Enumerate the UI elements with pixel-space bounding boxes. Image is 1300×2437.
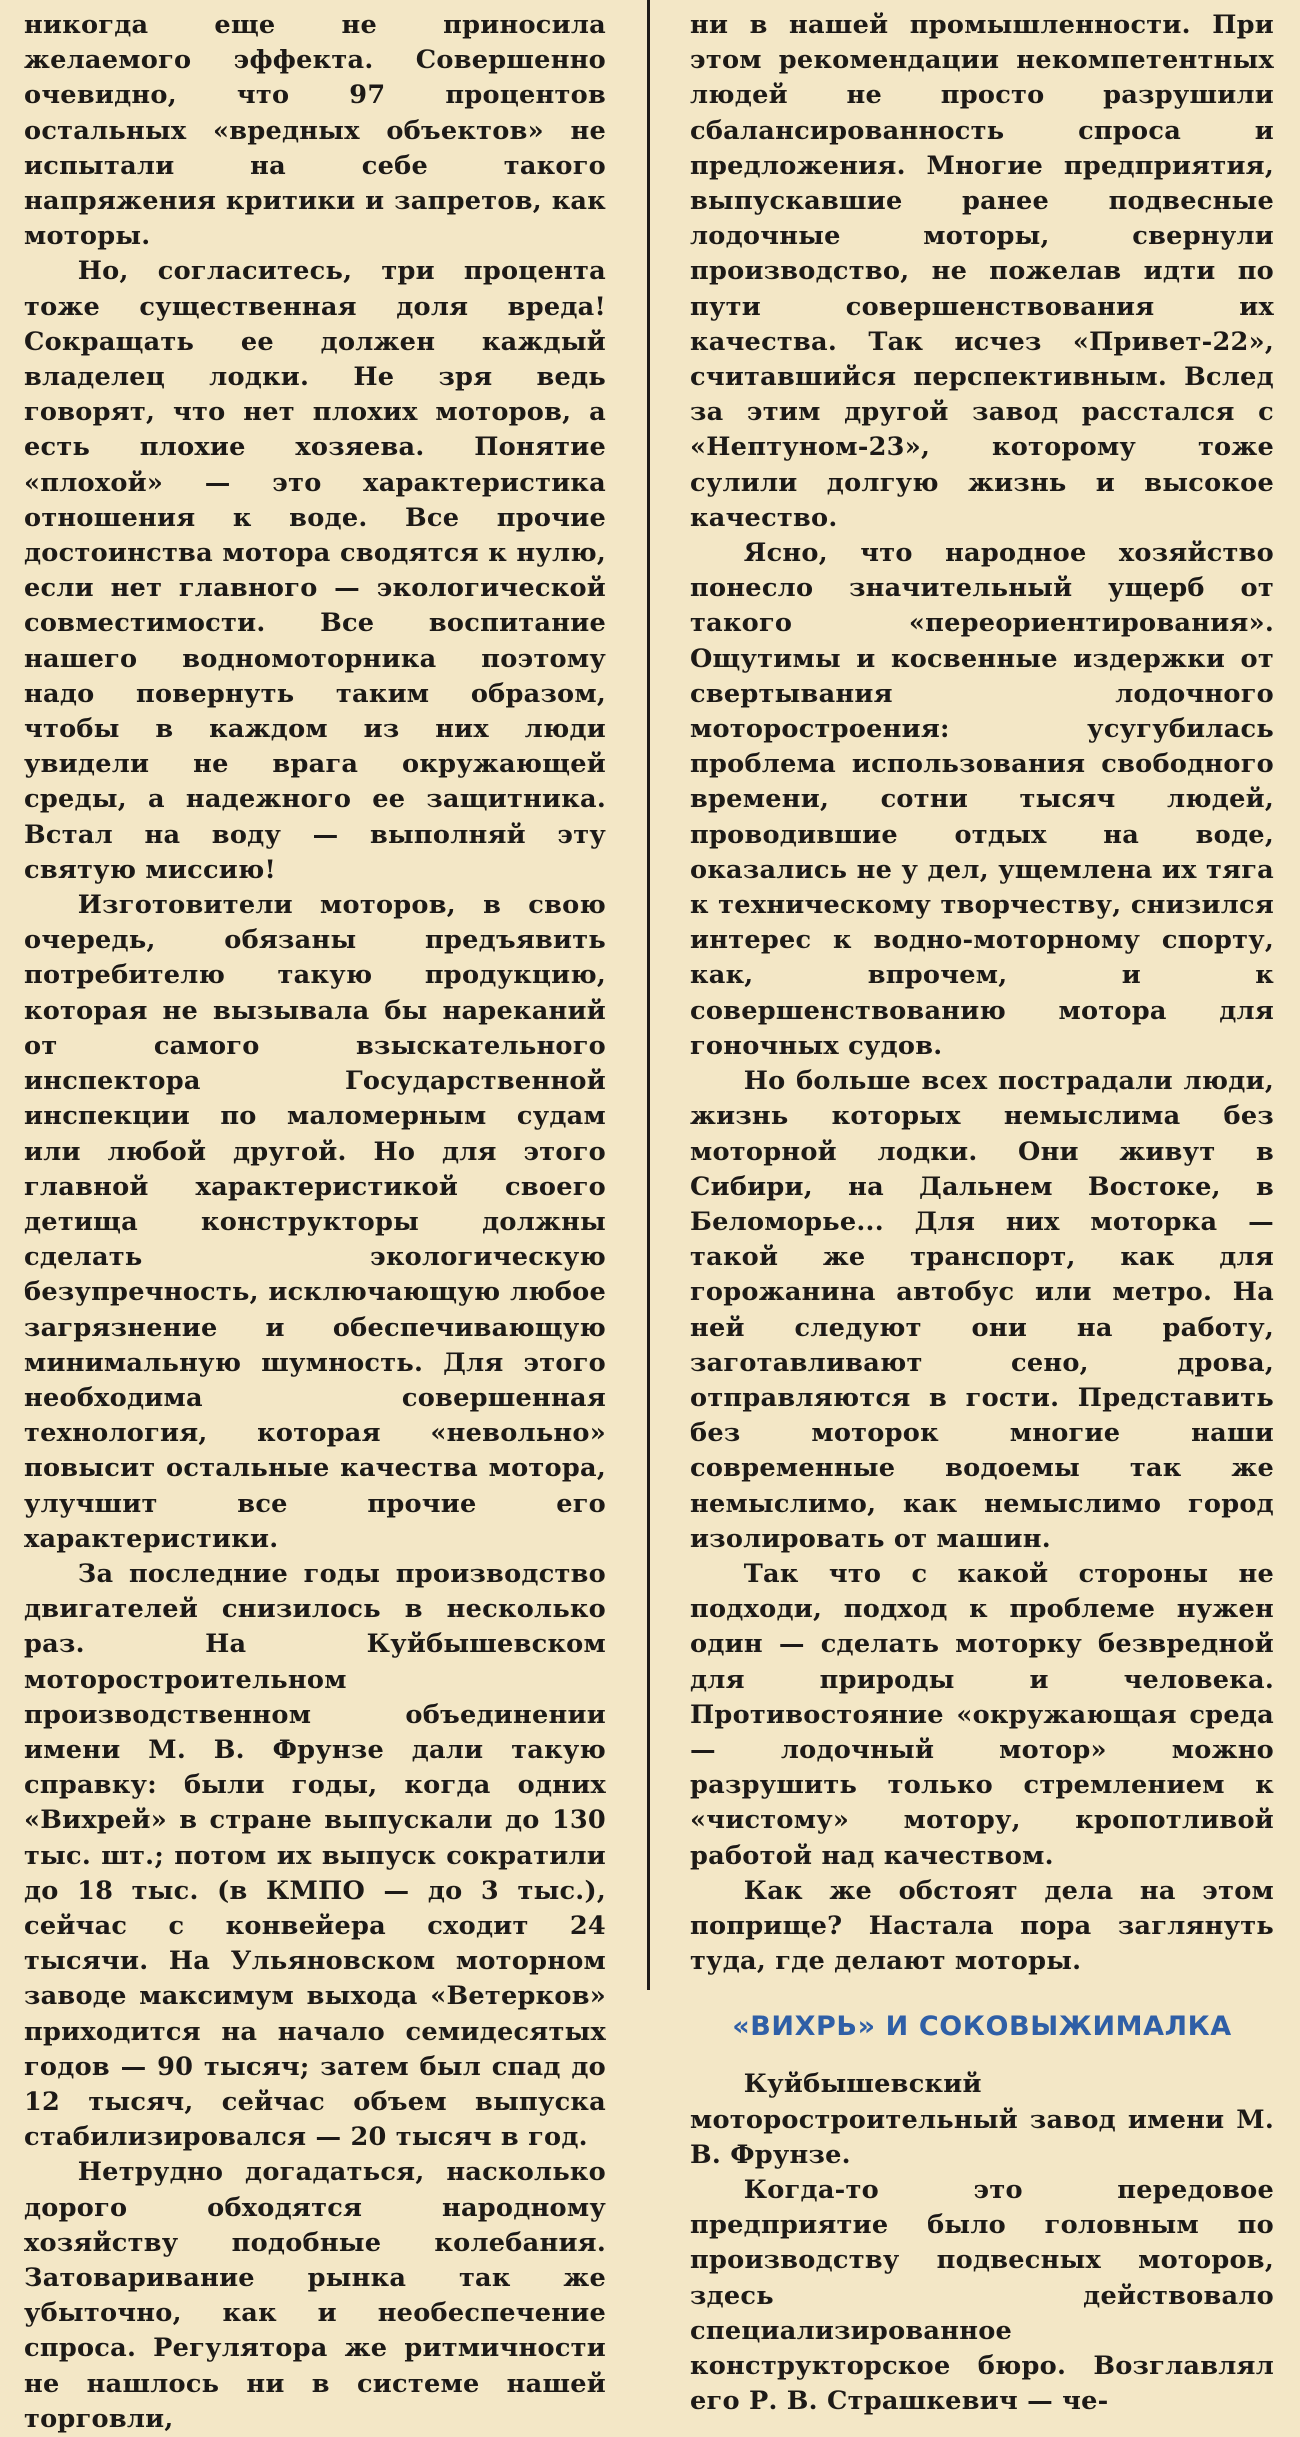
paragraph: ни в нашей промышленности. При этом рекомендации некомпетентных людей не просто разрушили сбалансированность спроса и предложения. Многие предприятия, выпускавшие ранее подвесные лодочные моторы, свернули производство, не пожелав идти по пути совершенствования их качества. Так исчез «Привет-22», считавшийся перспективным. Вслед за этим другой завод расстался с «Нептуном-23», которому тоже сулили долгую жизнь и высокое качество.	[690, 10, 1274, 533]
paragraph: Но больше всех пострадали люди, жизнь которых немыслима без моторной лодки. Они живут в Сибири, на Дальнем Востоке, в Беломорье... Для них моторка — такой же транспорт, как для горожанина автобус или метро. На ней следуют они на работу, заготавливают сено, дрова, отправляются в гости. Представить без моторок многие наши современные водоемы так же немыслимо, как немыслимо город изолировать от машин.	[690, 1066, 1274, 1554]
column-divider	[647, 0, 650, 1990]
paragraph: Ясно, что народное хозяйство понесло значительный ущерб от такого «переориентирования». Ощутимы и косвенные издержки от свертывания лодочного моторостроения: усугубилась проблема использования свободного времени, сотни тысяч людей, проводившие отдых на воде, оказались не у дел, ущемлена их тяга к техническому творчеству, снизился интерес к водно-моторному спорту, как, впрочем, и к совершенствованию мотора для гоночных судов.	[690, 538, 1274, 1061]
paragraph: Изготовители моторов, в свою очередь, обязаны предъявить потребителю такую продукцию, которая не вызывала бы нареканий от самого взыскательного инспектора Государственной инспекции по маломерным судам или любой другой. Но для этого главной характеристикой своего детища конструкторы должны сделать экологическую безупречность, исключающую любое загрязнение и обеспечивающую минимальную шумность. Для этого необходима совершенная технология, которая «невольно» повысит остальные качества мотора, улучшит все прочие его характеристики.	[24, 890, 606, 1554]
paragraph: никогда еще не приносила желаемого эффекта. Совершенно очевидно, что 97 процентов остальных «вредных объектов» не испытали на себе такого напряжения критики и запретов, как моторы.	[24, 10, 606, 252]
section-heading: «ВИХРЬ» И СОКОВЫЖИМАЛКА	[732, 2011, 1232, 2043]
paragraph: Когда-то это передовое предприятие было головным по производству подвесных моторов, здесь действовало специализированное конструкторское бюро. Возглавлял его Р. В. Страшкевич — че-	[690, 2174, 1274, 2417]
right-column	[690, 8, 1274, 2419]
paragraph: За последние годы производство двигателей снизилось в несколько раз. На Куйбышевском моторостроительном производственном объединении имени М. В. Фрунзе дали такую справку: были годы, когда одних «Вихрей» в стране выпускали до 130 тыс. шт.; потом их выпуск сократили до 18 тыс. (в КМПО — до 3 тыс.), сейчас с конвейера сходит 24 тысячи. На Ульяновском моторном заводе максимум выхода «Ветерков» приходится на начало семидесятых годов — 90 тысяч; затем был спад до 12 тысяч, сейчас объем выпуска стабилизировался — 20 тысяч в год.	[24, 1558, 606, 2153]
paragraph: Так что с какой стороны не подходи, подход к проблеме нужен один — сделать моторку безвредной для природы и человека. Противостояние «окружающая среда — лодочный мотор» можно разрушить только стремлением к «чистому» мотору, кропотливой работой над качеством.	[690, 1558, 1274, 1871]
paragraph: Как же обстоят дела на этом поприще? Настала пора заглянуть туда, где делают моторы.	[690, 1875, 1274, 1977]
paragraph: Куйбышевский моторостроительный завод имени М. В. Фрунзе.	[690, 2069, 1274, 2170]
left-column	[24, 8, 606, 2437]
paragraph: Нетрудно догадаться, насколько дорого обходятся народному хозяйству подобные колебания. Затоваривание рынка так же убыточно, как и необеспечение спроса. Регулятора же ритмичности не нашлось ни в системе нашей торговли,	[24, 2157, 606, 2434]
paragraph: Но, согласитесь, три процента тоже существенная доля вреда! Сокращать ее должен каждый владелец лодки. Не зря ведь говорят, что нет плохих моторов, а есть плохие хозяева. Понятие «плохой» — это характеристика отношения к воде. Все прочие достоинства мотора сводятся к нулю, если нет главного — экологической совместимости. Все воспитание нашего водномоторника поэтому надо повернуть таким образом, чтобы в каждом из них люди увидели не врага окружающей среды, а надежного ее защитника. Встал на воду — выполняй эту святую миссию!	[24, 256, 606, 885]
